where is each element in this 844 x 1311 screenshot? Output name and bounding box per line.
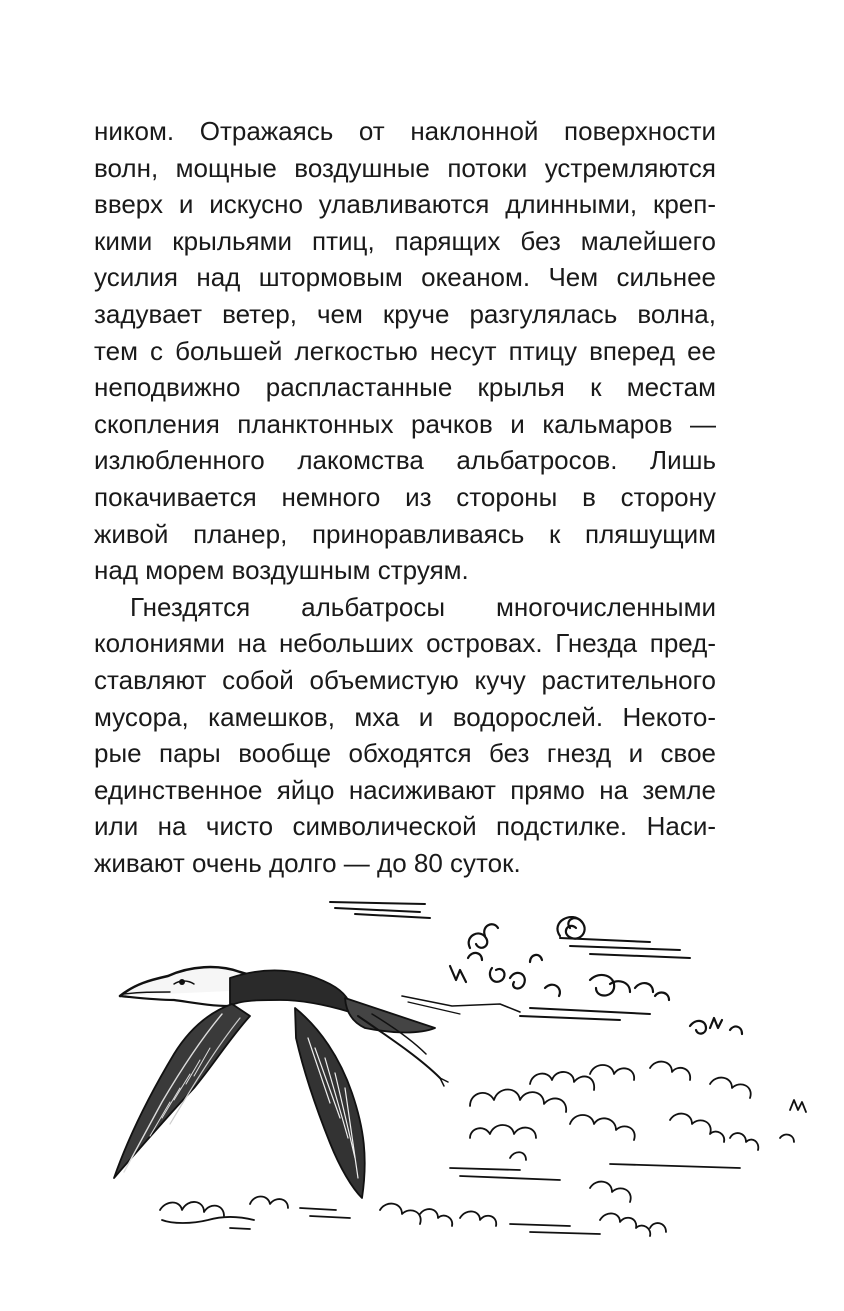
text-line: излюбленного лакомства альбатросов. Лишь xyxy=(94,445,716,476)
text-line: кими крыльями птиц, парящих без малейшего xyxy=(94,225,716,256)
wave-clouds xyxy=(450,1062,806,1202)
text-line: волн, мощные воздушные потоки устремляются xyxy=(94,152,716,183)
albatross-illustration xyxy=(90,888,835,1268)
albatross-bird xyxy=(114,967,520,1198)
text-line: мусора, камешков, мха и водорослей. Некото- xyxy=(94,701,716,732)
text-line: неподвижно распластанные крылья к местам xyxy=(94,372,716,403)
text-line: Гнездятся альбатросы многочисленными xyxy=(130,591,716,622)
text-line: задувает ветер, чем круче разгулялась волна, xyxy=(94,298,716,329)
text-line: покачивается немного из стороны в сторону xyxy=(94,481,716,512)
lower-waves xyxy=(160,1197,666,1237)
text-line: тем с большей легкостью несут птицу вперед ее xyxy=(94,335,716,366)
text-line: ставляют собой объемистую кучу растительного xyxy=(94,664,716,695)
text-line: живой планер, приноравливаясь к пляшущим xyxy=(94,518,716,549)
text-line: вверх и искусно улавливаются длинными, креп- xyxy=(94,189,716,220)
text-line: единственное яйцо насиживают прямо на земле xyxy=(94,774,716,805)
text-line: ником. Отражаясь от наклонной поверхности xyxy=(94,116,716,146)
text-line: колониями на небольших островах. Гнезда пред- xyxy=(94,628,716,659)
spray-curls xyxy=(450,917,742,1034)
text-line: скопления планктонных рачков и кальмаров — xyxy=(94,408,716,439)
text-line: живают очень долго — до 80 суток. xyxy=(94,847,521,878)
text-line: усилия над штормовым океаном. Чем сильнее xyxy=(94,262,716,293)
text-line: над морем воздушным струям. xyxy=(94,555,469,586)
wind-lines xyxy=(330,902,690,1020)
text-line: или на чисто символической подстилке. Наси- xyxy=(94,811,716,842)
text-line: рые пары вообще обходятся без гнезд и свое xyxy=(94,738,716,769)
body-text xyxy=(94,113,716,881)
